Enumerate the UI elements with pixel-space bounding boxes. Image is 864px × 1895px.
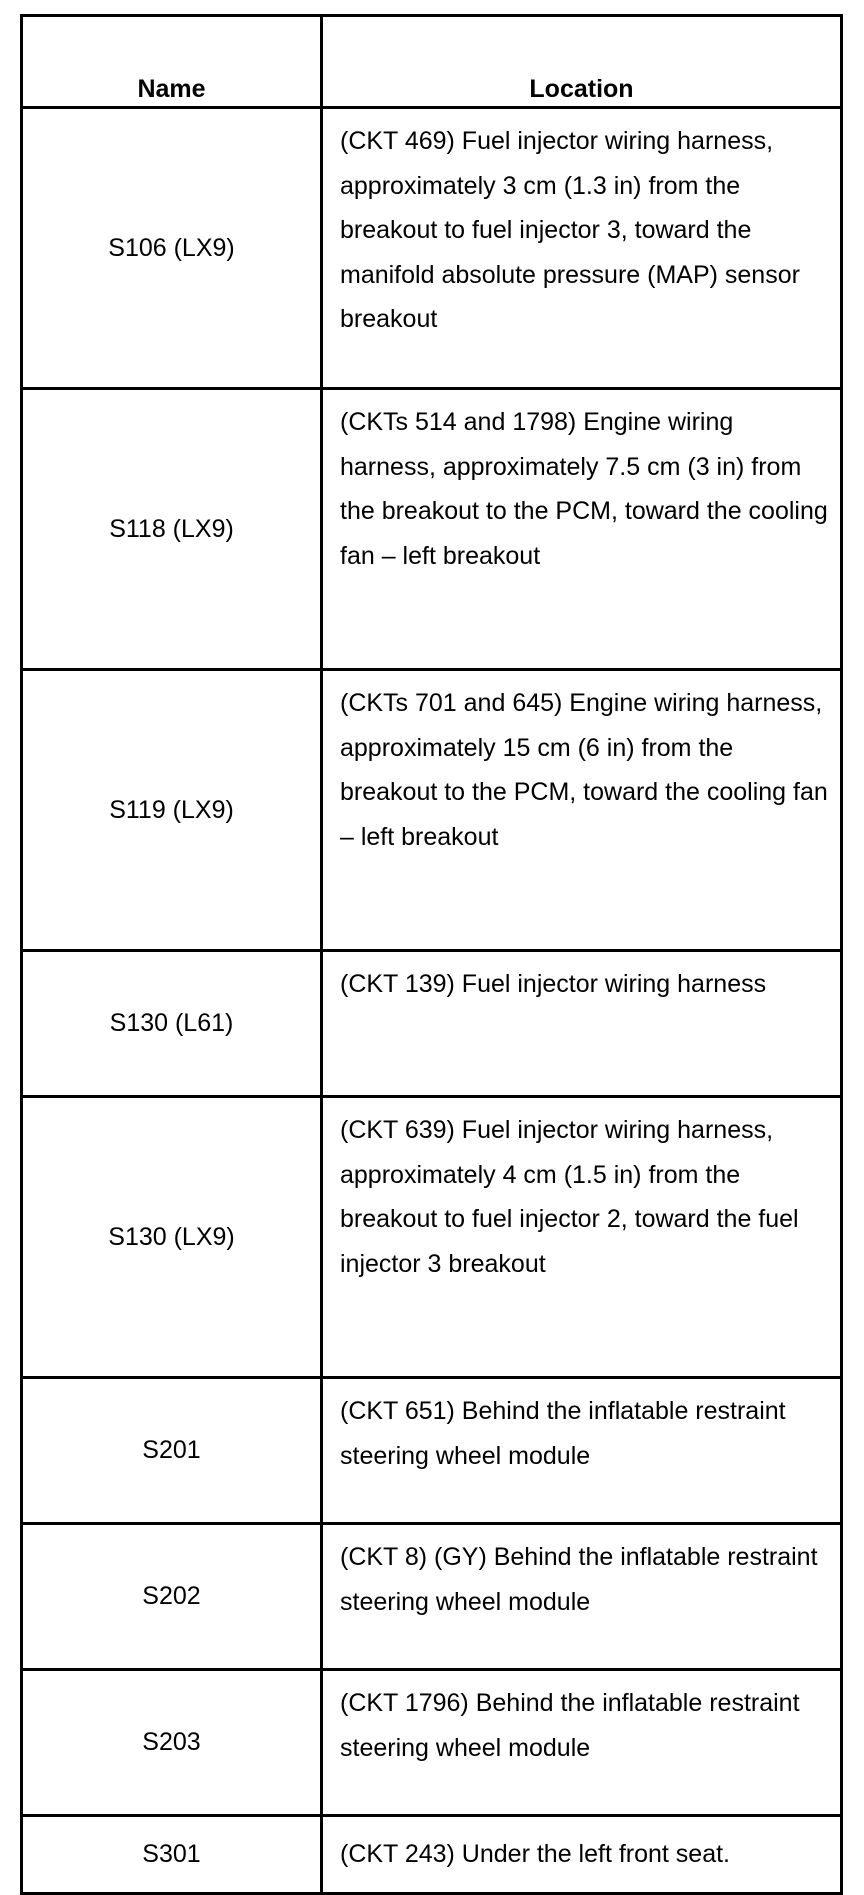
splice-location: (CKT 639) Fuel injector wiring harness, approximately 4 cm (1.5 in) from the breakout to fuel injector 2, toward the fuel injector 3 breakout <box>322 1097 842 1378</box>
splice-name: S130 (LX9) <box>22 1097 322 1378</box>
table-row <box>22 1816 842 1894</box>
splice-location: (CKT 469) Fuel injector wiring harness, approximately 3 cm (1.3 in) from the breakout to fuel injector 3, toward the manifold absolute pressure (MAP) sensor breakout <box>322 108 842 389</box>
splice-location: (CKT 139) Fuel injector wiring harness <box>322 951 842 1097</box>
table-row <box>22 1670 842 1816</box>
table-row <box>22 1378 842 1524</box>
table-row <box>22 670 842 951</box>
table-row <box>22 1097 842 1378</box>
splice-name: S130 (L61) <box>22 951 322 1097</box>
column-header-name: Name <box>22 16 322 108</box>
splice-location: (CKT 8) (GY) Behind the inflatable restraint steering wheel module <box>322 1524 842 1670</box>
splice-location: (CKTs 514 and 1798) Engine wiring harness, approximately 7.5 cm (3 in) from the breakout to the PCM, toward the cooling fan – left breakout <box>322 389 842 670</box>
splice-name: S119 (LX9) <box>22 670 322 951</box>
table-row <box>22 108 842 389</box>
splice-name: S202 <box>22 1524 322 1670</box>
splice-location: (CKT 1796) Behind the inflatable restraint steering wheel module <box>322 1670 842 1816</box>
table-row <box>22 951 842 1097</box>
splice-name: S106 (LX9) <box>22 108 322 389</box>
splice-location-table <box>20 14 843 1895</box>
table-header-row <box>22 16 842 108</box>
splice-name: S301 <box>22 1816 322 1894</box>
table-row <box>22 1524 842 1670</box>
splice-name: S118 (LX9) <box>22 389 322 670</box>
splice-name: S201 <box>22 1378 322 1524</box>
splice-location: (CKT 651) Behind the inflatable restraint steering wheel module <box>322 1378 842 1524</box>
splice-location: (CKTs 701 and 645) Engine wiring harness, approximately 15 cm (6 in) from the breakout to the PCM, toward the cooling fan – left breakout <box>322 670 842 951</box>
splice-name: S203 <box>22 1670 322 1816</box>
splice-location: (CKT 243) Under the left front seat. <box>322 1816 842 1894</box>
column-header-location: Location <box>322 16 842 108</box>
table-row <box>22 389 842 670</box>
